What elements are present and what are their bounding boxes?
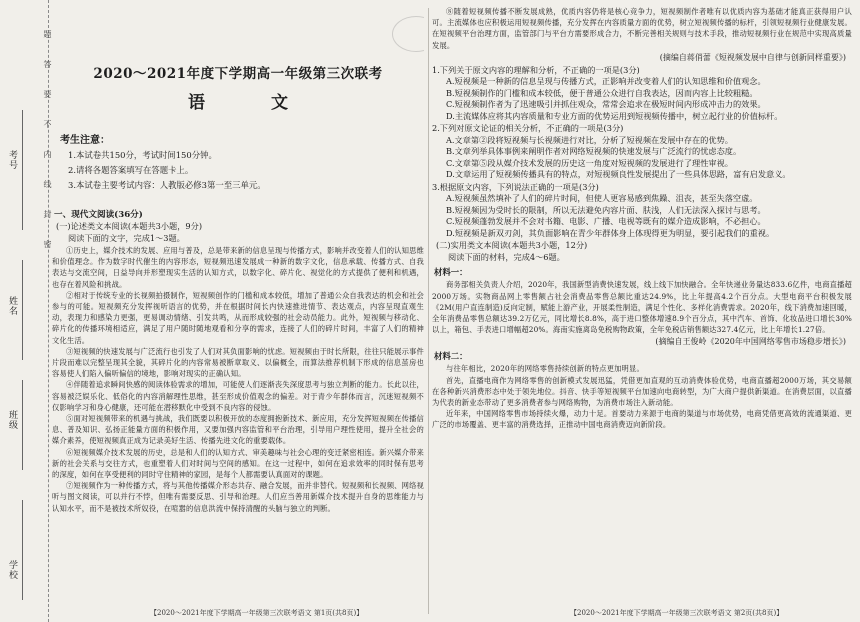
question-option: B.短视频制作的门槛和成本较低，便于普通公众进行自我表达，因而内容上比较粗糙。 xyxy=(446,87,758,98)
exam-title: 2020～2021年度下学期高一年级第三次联考 xyxy=(93,66,383,82)
passage-paragraph: ⑥短视频媒介技术发展的历史，总是和人们的认知方式、审美趣味与社会心理的变迁紧密相连。新兴媒介带来新的社会关系与交往方式，也重塑着人们对时间与空间的感知。在这一过程中，如何在追求效率的同时保有思考的深度，如何在享受便利的同时守住精神的家园，是每个人都需要认真面对的课题。 xyxy=(52,447,424,480)
margin-label-school: 学校 xyxy=(7,560,17,580)
passage-paragraph: ⑦短视频作为一种传播方式，将与其他传播媒介形态共存、融合发展，而并非替代。短视频和长视频、网络视听与图文阅读，可以并行不悖，但唯有需要反思、引导和治理。人们应当善用新媒介技术提升自身的思维能力与认知水平，而不是被技术所奴役，在喧嚣的信息洪流中保持清醒的头脑与独立的判断。 xyxy=(52,481,424,513)
subsection-heading: (一)论述类文本阅读(本题共3小题，9分) xyxy=(56,221,203,231)
margin-label-class: 班级 xyxy=(7,410,17,430)
reading-instruction: 阅读下面的材料，完成4～6题。 xyxy=(448,252,565,263)
left-page xyxy=(52,0,424,622)
question-option: C.文章第⑤段从媒介技术发展的历史这一角度对短视频的发展进行了理性审视。 xyxy=(446,157,733,168)
column-divider xyxy=(428,8,429,614)
page-footer-1: 【2020～2021年度下学期高一年级第三次联考语文 第1页(共8页)】 xyxy=(150,609,364,617)
subject-title: 语 文 xyxy=(188,93,318,113)
question-stem: 3.根据原文内容，下列说法正确的一项是(3分) xyxy=(432,181,599,192)
right-page xyxy=(432,0,852,622)
passage-paragraph: ⑧随着短视频传播不断发展成熟，优质内容仍将是核心竞争力，短视频制作者唯有以优质内容为基础才能真正获得用户认可。主流媒体也应积极运用短视频传播，充分发挥在内容质量方面的优势，树立短视频传播的标杆，引领短视频行业健康发展。在短视频平台治理方面，监管部门与平台方需要形成合力，不断完善相关规则与技术手段，推动短视频行业在规范中实现高质量发展。 xyxy=(432,7,852,50)
material-label: 材料二： xyxy=(434,351,468,362)
margin-fill-line xyxy=(22,380,23,470)
question-option: A.短视频是一种新的信息呈现与传播方式，正影响并改变着人们的认知思维和价值观念。 xyxy=(446,76,766,87)
material-label: 材料一： xyxy=(434,267,468,278)
seal-line-text: 题答要不内线封密 xyxy=(43,30,52,270)
passage-paragraph: ③短视频的快速发展与广泛流行也引发了人们对其负面影响的忧虑。短视频由于时长所限，往往只能展示事件片段而难以完整呈现其全貌，其碎片化的内容常易被断章取义、以偏概全，而算法推荐机制下形成的信息茧房也容易使人们陷入偏听偏信的境地，影响对现实的正确认知。 xyxy=(52,346,424,379)
material-paragraph: 与往年相比，2020年的网络零售持续创新的特点更加明显。 xyxy=(446,364,644,374)
question-option: D.主流媒体应将其内容质量和专业方面的优势运用到短视频传播中，树立起行业的价值标杆。 xyxy=(446,110,783,121)
material-paragraph: 首先，直播电商作为网络零售的创新模式发展迅猛，凭借更加直观的互动消费体验优势，电商直播超2000万场，其交易额在各种新兴消费形态中处于领先地位。抖音、快手等短视频平台加速向电商转型，为广大商户提供新渠道。在消费层面，以直播为代表的新业态带动了更多消费者参与网络购物，为消费市场注入新动能。 xyxy=(432,375,852,407)
question-option: A.文章第②段将短视频与长视频进行对比，分析了短视频在发展中存在的优势。 xyxy=(446,134,733,145)
page-stamp-mark xyxy=(392,16,424,52)
margin-label-name: 姓名 xyxy=(7,296,17,316)
passage-source: (摘编自蒋俏蕾《短视频发展中自律与创新同样重要》) xyxy=(659,52,846,62)
section-heading: 一、现代文阅读(36分) xyxy=(54,210,143,220)
passage-paragraph: ⑤面对短视频带来的机遇与挑战，我们既要以积极开放的态度拥抱新技术、新应用，充分发挥短视频在传播信息、普及知识、弘扬正能量方面的积极作用，又要加强内容监管和平台治理，引导用户理性使用，提升全社会的媒介素养，使短视频真正成为记录美好生活、传播先进文化的重要载体。 xyxy=(52,414,424,446)
notice-item: 1.本试卷共150分，考试时间150分钟。 xyxy=(68,150,217,160)
subsection-heading: (二)实用类文本阅读(本题共3小题，12分) xyxy=(436,240,588,251)
passage-paragraph: ④伴随着追求瞬间快感的阅读体验需求的增加，可能使人们逐渐丧失深度思考与独立判断的能力。长此以往，容易被泛娱乐化、低俗化的内容消解理性思维，甚至形成价值观念的偏差。对于青少年群体而言，沉迷短视频不仅影响学习和身心健康，还可能在潜移默化中受到不良内容的侵蚀。 xyxy=(52,380,424,412)
question-stem: 2.下列对原文论证的相关分析，不正确的一项是(3分) xyxy=(432,123,624,134)
notice-heading: 考生注意： xyxy=(60,135,110,146)
binding-margin xyxy=(0,0,52,622)
question-option: A.短视频虽然填补了人们的碎片时间，但使人更容易感到焦躁、沮丧，甚至失落空虚。 xyxy=(446,193,758,204)
material-source: (摘编自王俊岭《2020年中国网络零售市场稳步增长》) xyxy=(655,337,846,347)
material-paragraph: 商务部相关负责人介绍，2020年，我国新型消费快速发展，线上线下加快融合。全年快递业务量达833.6亿件，电商直播超2000万场。实物商品网上零售额占社会消费品零售总额比重达24.9%，比上年提高4.2个百分点。大型电商平台积极发展《2M(用户直连制造)反向定制，赋能上游产业，开展柔性制造，满足个性化、多样化消费需求。2020年，线下消费加速回暖，全年消费品零售总额达39.2万亿元，同比增长8.8%，高于进口整体增速8.9个百分点，其中汽车、首饰、化妆品进口增长30%以上，箱包、手表进口增幅超20%。海南实施离岛免税购物政策，全年免税店销售额达327.4亿元，比上年增长1.27倍。 xyxy=(432,280,852,335)
question-option: C.短视频制作者为了迅速吸引并抓住观众，常常会追求在极短时间内形成冲击力的效果。 xyxy=(446,99,766,110)
page-footer-2: 【2020～2021年度下学期高一年级第三次联考语文 第2页(共8页)】 xyxy=(570,609,784,617)
question-option: D.短视频是新双刃剑，其负面影响在青少年群体身上体现得更为明显，要引起我们的重视。 xyxy=(446,227,775,238)
passage-paragraph: ②相对于传统专业的长视频拍摄制作，短视频创作的门槛和成本较低，增加了普通公众自我表达的机会和社会参与的可能。短视频充分发挥视听语言的优势，并在根据时间长内快速推进情节、表达观点，内容呈现直观生动，表现力和感染力更强，更易调动情绪、引发共鸣，从而形成较强的社会动员能力。此外，短视频与移动化、碎片化的传播环境相适应，满足了用户随时随地观看和分享的需求，连接了人们的碎片时间，丰富了人们的精神文化生活。 xyxy=(52,290,424,345)
margin-label-exam-number: 考号 xyxy=(7,150,17,170)
margin-fill-line xyxy=(22,500,23,600)
question-option: C.短视频蓬勃发展并不会对书籍、电影、广播、电视等既有的媒介造成影响，不必担心。 xyxy=(446,216,766,227)
material-paragraph: 近年来，中国网络零售市场持续火爆，动力十足。首要动力来源于电商的渠道与市场优势，电商凭借更高效的流通渠道、更广泛的市场覆盖、更丰富的消费选择，正推动中国电商消费迈向新阶段。 xyxy=(432,409,852,430)
question-option: D.文章运用了短视频传播具有的特点，对短视频良性发展提出了一些具体思路，富有启发意义。 xyxy=(446,169,791,180)
notice-item: 2.请将各题答案填写在答题卡上。 xyxy=(68,165,194,175)
question-option: B.短视频因为受时长的限制，所以无法避免内容片面、肤浅，人们无法深入探讨与思考。 xyxy=(446,204,766,215)
passage-paragraph: ①历史上，媒介技术的发展、应用与普及，总是带来新的信息呈现与传播方式，影响并改变着人们的认知思维和价值理念。作为数字时代催生的内容形态，短视频迅速发展成一种新的数字文化，信息承载、传播方式、自我表达与交流空间，日益导向并形塑现实生活的认知方式，以数字化、碎片化、视觉化的方式提供了便利和机遇，也存在着风险和挑战。 xyxy=(52,246,424,289)
notice-item: 3.本试卷主要考试内容：人教版必修3第一至三单元。 xyxy=(68,180,266,190)
question-option: B.文章列举具体事例来阐明作者对网络短视频的快速发展与广泛流行的忧虑态度。 xyxy=(446,146,742,157)
margin-fill-line xyxy=(22,110,23,230)
reading-instruction: 阅读下面的文字，完成1～3题。 xyxy=(68,233,185,243)
question-stem: 1.下列关于原文内容的理解和分析，不正确的一项是(3分) xyxy=(432,64,640,75)
margin-fill-line xyxy=(22,260,23,360)
